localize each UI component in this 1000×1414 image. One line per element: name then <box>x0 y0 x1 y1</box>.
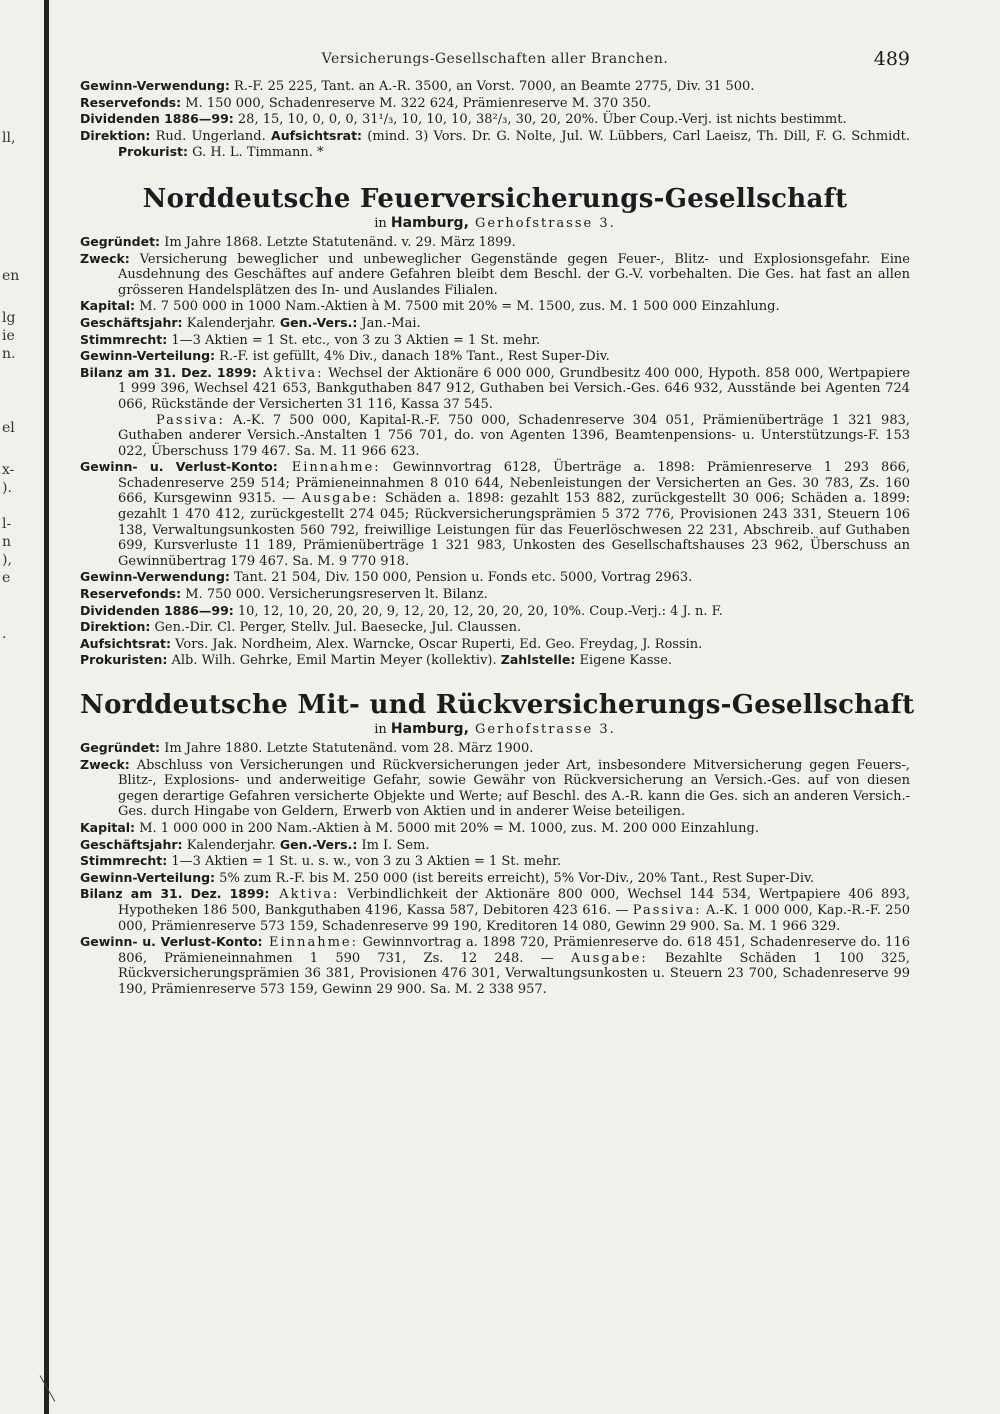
entry-label: Gewinn-Verwendung: <box>80 78 230 93</box>
entry-text: Im Jahre 1880. Letzte Statutenänd. vom 28. März 1900. <box>160 741 534 756</box>
entry-text: 10, 12, 10, 20, 20, 20, 9, 12, 20, 12, 20, 20, 20, 10%. Coup.-Verj.: 4 J. n. F. <box>233 603 723 619</box>
binding-gutter <box>44 0 49 1414</box>
page-content <box>80 44 915 998</box>
company-title: Norddeutsche Mit- und Rückversicherungs-Gesellschaft <box>80 690 915 720</box>
entry-label: Gewinn- u. Verlust-Konto: <box>80 459 278 475</box>
street-address: Gerhofstrasse 3. <box>468 722 616 737</box>
entry-text: Verbindlichkeit der Aktionäre 800 000, Wechsel 144 534, Wertpapiere 406 893, Hypotheken 186 500, Bankguthaben 4196, Kassa 587, Debitoren 423 616. — <box>118 887 910 918</box>
entry-paragraph <box>80 934 910 997</box>
entry-paragraph <box>80 111 910 128</box>
entry-label: Dividenden 1886—99: <box>80 602 234 618</box>
entry-text: A.-K. 7 500 000, Kapital-R.-F. 750 000, Schadenreserve 304 051, Prämienüberträge 1 321 983, Guthaben anderer Versich.-Anstalten 1 756 701, do. von Agenten 1396, Beamtenpensions- u. Unterstützungs-F. 153 022, Überschuss 179 467. Sa. M. 11 966 623. <box>118 412 910 459</box>
spaced-heading: Einnahme: <box>262 935 358 951</box>
entry-label: Zahlstelle: <box>500 652 576 668</box>
entry-paragraph <box>80 603 910 620</box>
entry-text: Gewinnvortrag a. 1898 720, Prämienreserve do. 618 451, Schadenreserve do. 116 806, Prämieneinnahmen 1 590 731, Zs. 12 248. — <box>118 935 910 966</box>
entry-paragraph <box>80 298 910 315</box>
company-section-2 <box>80 689 915 998</box>
company-title: Norddeutsche Feuerversicherungs-Gesellschaft <box>142 183 848 214</box>
entry-label: Gen.-Vers.: <box>279 314 358 330</box>
entry-text: Alb. Wilh. Gehrke, Emil Martin Meyer (kollektiv). <box>167 653 501 669</box>
entry-label: Gegründet: <box>80 233 161 249</box>
entry-text: 5% zum R.-F. bis M. 250 000 (ist bereits erreicht), 5% Vor-Div., 20% Tant., Rest Super-Div. <box>215 870 815 886</box>
entry-label: Gewinn-Verteilung: <box>80 869 216 885</box>
entry-paragraph <box>80 348 910 365</box>
entry-text: Versicherung beweglicher und unbeweglicher Gegenstände gegen Feuer-, Blitz- und Explosionsgefahr. Eine Ausdehnung des Geschäftes auf andere Gefahren bleibt dem Beschl. der G.-V. vorbehalten. Die Ges. hat fast an allen grösseren Handelsplätzen des In- und Auslandes Filialen. <box>118 251 910 298</box>
city-name: Hamburg, <box>390 721 469 737</box>
entry-text: (mind. 3) Vors. Dr. G. Nolte, Jul. W. Lübbers, Carl Laeisz, Th. Dill, F. G. Schmidt. <box>362 128 910 144</box>
spaced-heading: Aktiva: <box>269 887 340 903</box>
entry-label: Kapital: <box>80 298 136 314</box>
entry-label: Prokurist: <box>118 144 188 160</box>
margin-fragment: el <box>2 420 15 436</box>
spaced-heading: Passiva: <box>632 902 702 918</box>
entry-paragraph <box>80 886 910 934</box>
entry-paragraph <box>80 740 910 757</box>
entry-paragraph <box>80 95 910 112</box>
entry-text: Eigene Kasse. <box>575 653 673 669</box>
entry-text: M. 750 000. Versicherungsreserven lt. Bilanz. <box>181 587 488 603</box>
entry-text: M. 7 500 000 in 1000 Nam.-Aktien à M. 7500 mit 20% = M. 1500, zus. M. 1 500 000 Einzahlung. <box>135 299 780 315</box>
entry-text: Rud. Ungerland. <box>150 128 272 144</box>
entry-text: Bezahlte Schäden 1 100 325, Rückversicherungsprämien 36 381, Provisionen 476 301, Verwaltungsunkosten u. Steuern 23 700, Schadenreserve 99 190, Prämienreserve 573 159, Gewinn 29 900. Sa. M. 2 338 957. <box>118 950 910 997</box>
entry-text: Wechsel der Aktionäre 6 000 000, Grundbesitz 400 000, Hypoth. 858 000, Wertpapiere 1 999 396, Wechsel 421 653, Bankguthaben 847 912, Guthaben bei Versich.-Ges. 646 932, Ausstände bei Agenten 724 066, Rückstände der Versicherten 31 116, Kassa 37 545. <box>118 365 910 412</box>
entry-paragraph <box>80 757 910 820</box>
margin-fragment: x- <box>2 462 15 478</box>
entry-label: Reservefonds: <box>80 94 182 110</box>
entry-text: A.-K. 1 000 000, Kap.-R.-F. 250 000, Prämienreserve 573 159, Schadenreserve 99 190, Kreditoren 14 080, Gewinn 29 900. Sa. M. 1 966 329. <box>118 902 910 934</box>
entry-text: Kalenderjahr. <box>182 837 280 853</box>
entry-paragraph <box>80 870 910 887</box>
entry-label: Gen.-Vers.: <box>279 836 358 852</box>
company-location <box>80 721 910 738</box>
margin-fragment: ie <box>2 328 15 344</box>
margin-fragment: . <box>2 626 7 642</box>
entry-paragraph <box>80 820 910 837</box>
entry-label: Zweck: <box>80 250 130 266</box>
city-prefix: in <box>374 722 391 737</box>
city-name: Hamburg, <box>390 214 469 231</box>
entry-label: Direktion: <box>80 619 151 635</box>
entry-text: R.-F. 25 225, Tant. an A.-R. 3500, an Vorst. 7000, an Beamte 2775, Div. 31 500. <box>229 79 755 94</box>
spaced-heading: Aktiva: <box>256 365 324 381</box>
entry-label: Geschäftsjahr: <box>80 314 183 330</box>
entry-text: Im I. Sem. <box>357 837 430 853</box>
entry-paragraph <box>80 652 910 669</box>
company-section-1 <box>80 183 910 669</box>
entry-label: Aufsichtsrat: <box>80 635 172 651</box>
entry-label: Gewinn-Verwendung: <box>80 569 230 585</box>
spaced-heading: Ausgabe: <box>301 491 379 507</box>
entry-paragraph <box>80 315 910 332</box>
entry-text: Tant. 21 504, Div. 150 000, Pension u. Fonds etc. 5000, Vortrag 2963. <box>229 570 693 586</box>
entry-text: G. H. L. Timmann. * <box>188 145 324 161</box>
margin-fragment: ), <box>2 552 12 568</box>
entry-label: Gegründet: <box>80 740 161 755</box>
page-number: 489 <box>873 48 910 70</box>
entry-text: M. 150 000, Schadenreserve M. 322 624, Prämienreserve M. 370 350. <box>181 95 652 111</box>
entry-text: 28, 15, 10, 0, 0, 0, 31¹/₃, 10, 10, 10, 38²/₃, 30, 20, 20%. Über Coup.-Verj. ist nichts bestimmt. <box>233 112 847 128</box>
entry-label: Gewinn- u. Verlust-Konto: <box>80 934 263 950</box>
spaced-heading: Ausgabe: <box>570 950 648 966</box>
entry-text: Im Jahre 1868. Letzte Statutenänd. v. 29. März 1899. <box>160 234 516 250</box>
entry-label: Gewinn-Verteilung: <box>80 348 216 364</box>
entry-label: Zweck: <box>80 756 130 772</box>
running-title: Versicherungs-Gesellschaften aller Branchen. <box>321 51 669 67</box>
entry-text: Abschluss von Versicherungen und Rückversicherungen jeder Art, insbesondere Mitversicherung gegen Feuers-, Blitz-, Explosions- und anderweitige Gefahr, sowie Gewähr von Rückversicherung an Versich.-Ges. auf von diesen gegen derartige Gefahren versicherte Objekte und Werte; auf Beschl. des A.-R. kann die Ges. sich an anderen Versich.-Ges. durch Hingabe von Geldern, Erwerb von Aktien und in anderer Weise beteiligen. <box>118 757 910 820</box>
entry-label: Direktion: <box>80 127 151 143</box>
entry-paragraph <box>80 251 910 299</box>
entry-label: Aufsichtsrat: <box>271 127 363 143</box>
margin-fragment: ll, <box>2 130 16 146</box>
spaced-heading: Einnahme: <box>277 460 381 476</box>
entry-paragraph <box>80 586 910 603</box>
margin-fragment: ). <box>2 480 12 496</box>
entry-label: Reservefonds: <box>80 586 182 602</box>
entry-paragraph <box>80 853 910 870</box>
entry-paragraph <box>80 365 910 460</box>
margin-fragment: n. <box>2 346 16 362</box>
entry-text: Gewinnvortrag 6128, Überträge a. 1898: Prämienreserve 1 293 866, Schadenreserve 259 514; Prämieneinnahmen 8 010 644, Nebenleistungen der Versicherten an Ges. 30 783, Zs. 160 666, Kursgewinn 9315. — <box>118 460 910 507</box>
entry-paragraph <box>80 234 910 251</box>
entry-paragraph <box>80 837 910 854</box>
entry-text: Kalenderjahr. <box>182 315 280 331</box>
entry-paragraph <box>80 128 910 161</box>
entry-text: R.-F. ist gefüllt, 4% Div., danach 18% Tant., Rest Super-Div. <box>215 349 610 365</box>
running-header <box>80 44 910 78</box>
entry-paragraph <box>80 569 910 586</box>
company-location <box>80 215 910 232</box>
entry-label: Bilanz am 31. Dez. 1899: <box>80 364 257 380</box>
entry-paragraph <box>80 78 910 95</box>
entry-paragraph <box>80 332 910 349</box>
entry-text: Vors. Jak. Nordheim, Alex. Warncke, Oscar Ruperti, Ed. Geo. Freydag, J. Rossin. <box>171 636 703 652</box>
entry-paragraph <box>80 619 910 636</box>
entry-label: Bilanz am 31. Dez. 1899: <box>80 886 270 902</box>
entry-text: Jan.-Mai. <box>357 315 421 331</box>
left-page-margin <box>0 0 58 1414</box>
entry-label: Dividenden 1886—99: <box>80 111 234 127</box>
entry-label: Kapital: <box>80 819 136 835</box>
entry-label: Stimmrecht: <box>80 853 168 869</box>
entry-label: Geschäftsjahr: <box>80 836 183 852</box>
margin-fragment: lg <box>2 310 16 326</box>
entry-text: Schäden a. 1898: gezahlt 153 882, zurückgestellt 30 006; Schäden a. 1899: gezahlt 1 470 412, zurückgestellt 274 045; Rückversicherungsprämien 5 372 776, Provisionen 243 331, Steuern 106 138, Verwaltungsunkosten 560 792, freiwillige Leistungen für das Feuerlöschwesen 22 231, Abschreib. auf Guthaben 699, Kursverluste 11 189, Prämienüberträge 1 321 983, Unkosten des Gesellschaftshauses 23 962, Überschuss an Gewinnübertrag 179 467. Sa. M. 9 770 918. <box>118 491 911 569</box>
entry-label: Stimmrecht: <box>80 331 168 347</box>
margin-fragment: en <box>2 268 20 284</box>
margin-fragment: n <box>2 534 12 550</box>
entry-paragraph <box>80 636 910 653</box>
entry-text: Gen.-Dir. Cl. Perger, Stellv. Jul. Baesecke, Jul. Claussen. <box>150 620 522 636</box>
entry-label: Prokuristen: <box>80 652 168 668</box>
entry-text: M. 1 000 000 in 200 Nam.-Aktien à M. 5000 mit 20% = M. 1000, zus. M. 200 000 Einzahlung. <box>135 820 759 836</box>
previous-entry-continuation <box>80 78 910 161</box>
city-prefix: in <box>374 215 391 231</box>
entry-text: 1—3 Aktien = 1 St. u. s. w., von 3 zu 3 Aktien = 1 St. mehr. <box>167 854 562 870</box>
margin-fragment: e <box>2 570 11 586</box>
entry-paragraph <box>80 459 910 569</box>
margin-fragment: l- <box>2 516 12 532</box>
street-address: Gerhofstrasse 3. <box>468 215 616 231</box>
spaced-heading: Passiva: <box>156 412 225 428</box>
entry-text: 1—3 Aktien = 1 St. etc., von 3 zu 3 Aktien = 1 St. mehr. <box>167 332 541 348</box>
